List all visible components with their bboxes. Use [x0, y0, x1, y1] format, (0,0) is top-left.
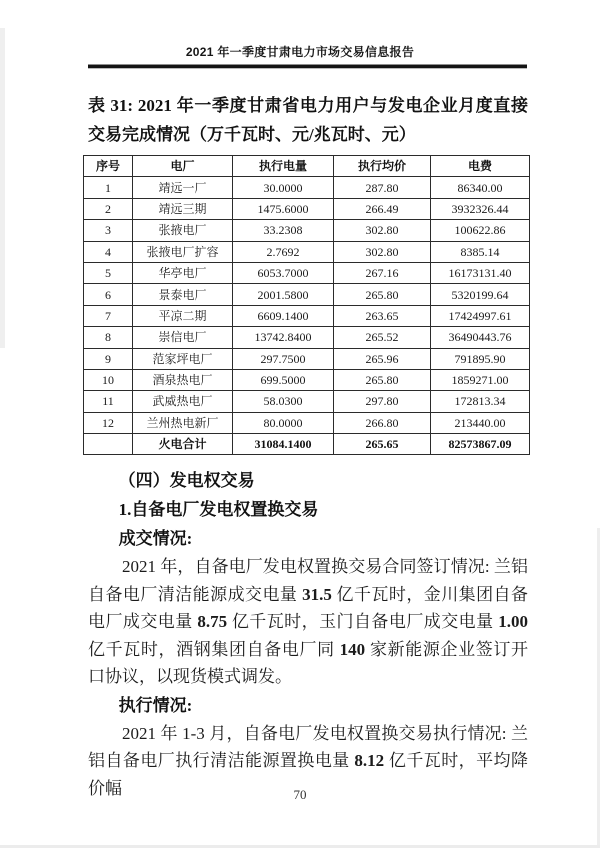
page-number: 70 [293, 787, 307, 802]
table-cell: 1475.6000 [233, 198, 334, 219]
text-segment: 亿千瓦时，金川集团自备电厂成交电量 [88, 584, 529, 632]
text-segment: 亿千瓦时，酒钢集团自备电厂同 [88, 639, 340, 659]
table-cell: 3932326.44 [431, 198, 530, 219]
table-cell: 266.80 [334, 412, 431, 433]
table-cell: 265.96 [334, 348, 431, 369]
table-cell: 平凉二期 [133, 305, 233, 326]
table-body [84, 177, 530, 455]
table-row [84, 177, 530, 198]
table-total-row [84, 434, 530, 455]
table-cell: 265.52 [334, 327, 431, 348]
deal-status-heading: 成交情况: [118, 529, 193, 549]
table-cell: 张掖电厂 [133, 220, 233, 241]
text-segment: 家新能源企业签订开口协议，以现货模式调发。 [88, 639, 528, 687]
table-cell: 17424997.61 [431, 305, 530, 326]
table-cell: 2001.5800 [233, 284, 334, 305]
table-cell: 82573867.09 [431, 434, 530, 455]
table-cell: 华亭电厂 [133, 262, 233, 283]
table-cell: 213440.00 [431, 412, 530, 433]
table-cell: 10 [84, 369, 133, 390]
table-row [84, 412, 530, 433]
subsection-heading-captive-plant-swap: 1.自备电厂发电权置换交易 [118, 500, 319, 520]
table-header-row [84, 156, 530, 177]
table-cell: 张掖电厂扩容 [133, 241, 233, 262]
table-cell: 酒泉热电厂 [133, 369, 233, 390]
table-cell: 6609.1400 [233, 305, 334, 326]
table-row [84, 305, 530, 326]
table-cell: 31084.1400 [233, 434, 334, 455]
table-cell: 172813.34 [431, 391, 530, 412]
emphasized-number: 140 [339, 639, 366, 659]
table-cell: 86340.00 [431, 177, 530, 198]
table-cell: 景泰电厂 [133, 284, 233, 305]
table-row [84, 198, 530, 219]
table-cell: 崇信电厂 [133, 327, 233, 348]
table-cell: 13742.8400 [233, 327, 334, 348]
table-row [84, 262, 530, 283]
text-segment: 亿千瓦时，平均降价幅 [88, 751, 529, 798]
table-cell: 100622.86 [431, 220, 530, 241]
table-cell: 302.80 [334, 241, 431, 262]
table-cell: 265.80 [334, 284, 431, 305]
table-cell: 2.7692 [233, 241, 334, 262]
text-segment: 2021 年，自备电厂发电权置换交易合同签订情况: 兰铝自备电厂清洁能源成交电量 [88, 557, 528, 604]
table-cell: 287.80 [334, 177, 431, 198]
table-cell: 266.49 [334, 198, 431, 219]
deal-status-paragraph [88, 553, 528, 691]
table-cell: 8385.14 [431, 241, 530, 262]
table-cell: 791895.90 [431, 348, 530, 369]
table-row [84, 391, 530, 412]
table-cell: 80.0000 [233, 412, 334, 433]
table-cell: 靖远一厂 [133, 177, 233, 198]
table-cell: 5320199.64 [431, 284, 530, 305]
table-cell: 4 [84, 241, 133, 262]
table-cell: 297.80 [334, 391, 431, 412]
table-cell: 7 [84, 305, 133, 326]
table-header-cell: 电费 [431, 156, 530, 177]
table-header-cell: 执行电量 [233, 156, 334, 177]
emphasized-number: 8.75 [197, 612, 228, 632]
table-cell: 火电合计 [133, 434, 233, 455]
emphasized-number: 8.12 [354, 751, 385, 771]
running-header-title: 2021 年一季度甘肃电力市场交易信息报告 [185, 45, 415, 59]
table-cell: 265.65 [334, 434, 431, 455]
table-header-cell: 序号 [84, 156, 133, 177]
table-cell: 267.16 [334, 262, 431, 283]
text-segment: 亿千瓦时，玉门自备电厂成交电量 [227, 612, 499, 632]
scan-edge-left [0, 28, 5, 348]
table-cell: 3 [84, 220, 133, 241]
table-row [84, 220, 530, 241]
table-caption: 表 31: 2021 年一季度甘肃省电力用户与发电企业月度直接交易完成情况（万千瓦时、元/兆瓦时、元） [88, 96, 528, 144]
table-cell: 6 [84, 284, 133, 305]
emphasized-number: 1.00 [498, 612, 529, 632]
table-cell: 11 [84, 391, 133, 412]
table-cell: 武威热电厂 [133, 391, 233, 412]
text-segment: 2021 年 1-3 月，自备电厂发电权置换交易执行情况: 兰铝自备电厂执行清洁能源置换电量 [88, 723, 528, 771]
table-cell: 兰州热电新厂 [133, 412, 233, 433]
table-cell: 30.0000 [233, 177, 334, 198]
table-cell: 265.80 [334, 369, 431, 390]
table-header-cell: 电厂 [133, 156, 233, 177]
page-content [88, 91, 528, 802]
table-cell: 范家坪电厂 [133, 348, 233, 369]
table-row [84, 327, 530, 348]
table-cell: 297.7500 [233, 348, 334, 369]
table-cell [84, 434, 133, 455]
table-cell: 2 [84, 198, 133, 219]
table-row [84, 241, 530, 262]
table-row [84, 348, 530, 369]
table-cell: 1859271.00 [431, 369, 530, 390]
table-cell: 9 [84, 348, 133, 369]
table-cell: 1 [84, 177, 133, 198]
exec-status-heading: 执行情况: [118, 695, 193, 715]
table-cell: 5 [84, 262, 133, 283]
table-cell: 263.65 [334, 305, 431, 326]
table-row [84, 284, 530, 305]
emphasized-number: 31.5 [302, 584, 332, 604]
section-heading-generation-rights-trade: （四）发电权交易 [118, 471, 255, 491]
table-row [84, 369, 530, 390]
table-cell: 58.0300 [233, 391, 334, 412]
table-cell: 302.80 [334, 220, 431, 241]
table-cell: 靖远三期 [133, 198, 233, 219]
table-cell: 12 [84, 412, 133, 433]
table-header-cell: 执行均价 [334, 156, 431, 177]
table-cell: 8 [84, 327, 133, 348]
table-cell: 36490443.76 [431, 327, 530, 348]
running-header [0, 0, 600, 69]
table-cell: 16173131.40 [431, 262, 530, 283]
header-rule [88, 64, 527, 69]
monthly-direct-trade-table [83, 155, 530, 455]
table-cell: 33.2308 [233, 220, 334, 241]
table-cell: 699.5000 [233, 369, 334, 390]
table-cell: 6053.7000 [233, 262, 334, 283]
